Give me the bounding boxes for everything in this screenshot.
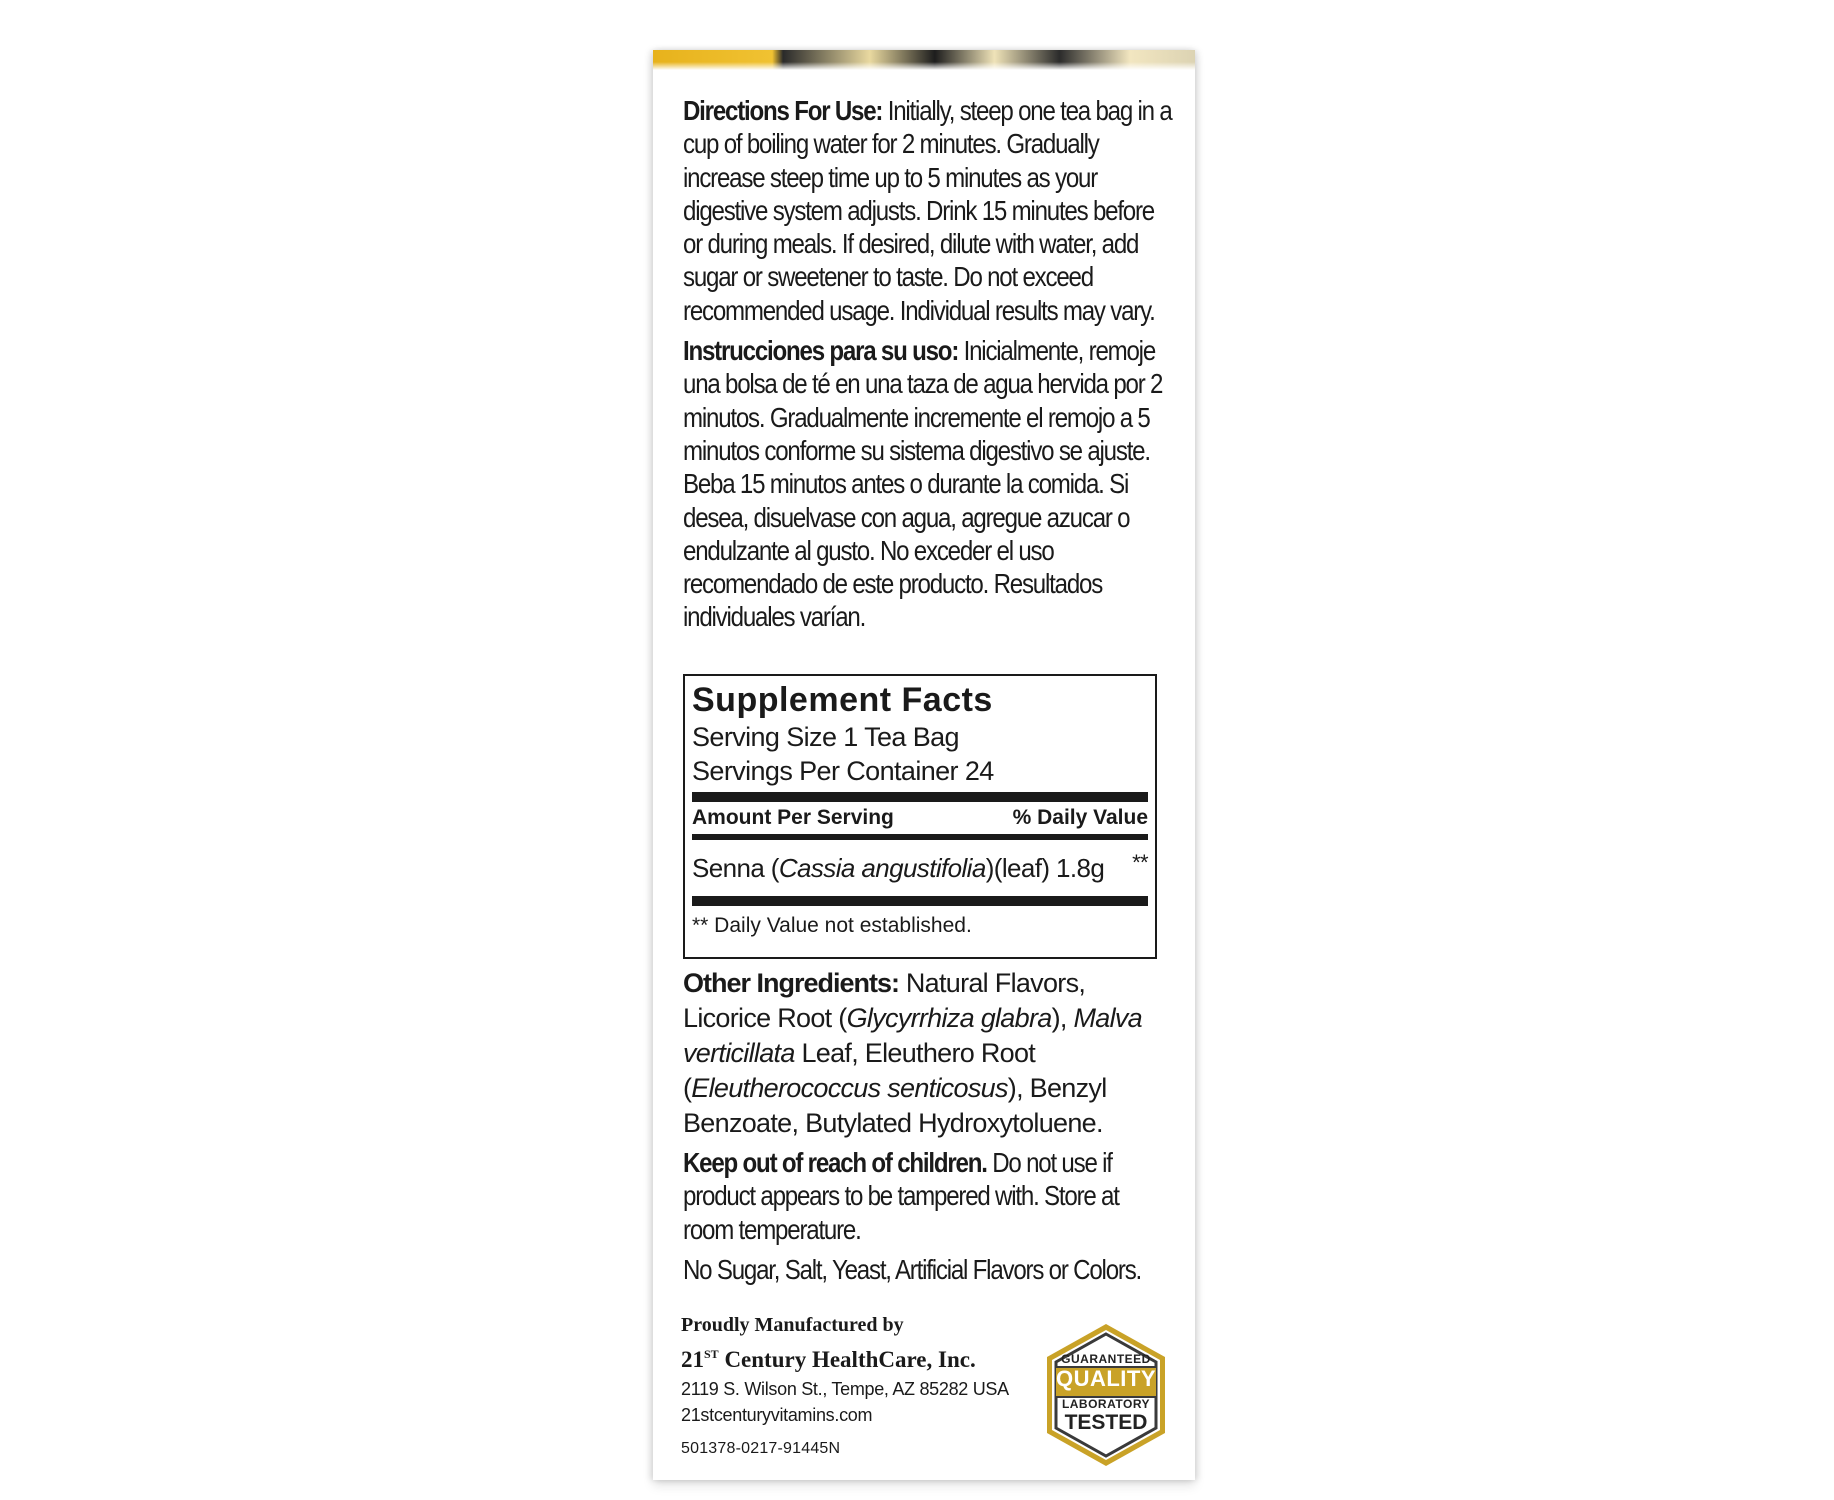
- ingredient-row: [692, 840, 1148, 896]
- supplement-facts-title: Supplement Facts: [692, 681, 993, 719]
- other-ingredients-text-2: ),: [1051, 1003, 1074, 1033]
- ingredient-name: Senna (: [692, 853, 779, 883]
- daily-value-header: % Daily Value: [1012, 806, 1148, 829]
- no-additives-text: No Sugar, Salt, Yeast, Artificial Flavors or Colors.: [683, 1253, 1142, 1285]
- directions-english-label: Directions For Use:: [683, 95, 883, 126]
- ingredient-latin: Cassia angustifolia: [778, 853, 986, 883]
- directions-english: [683, 94, 1173, 327]
- box-top-strip: [653, 50, 1195, 70]
- manufacturer-name-prefix: 21: [681, 1347, 704, 1372]
- other-ingredients: [683, 966, 1163, 1141]
- amount-per-serving-header: Amount Per Serving: [692, 806, 894, 829]
- other-ingredients-text-3: Leaf, Eleuthero Root (: [683, 1038, 1036, 1103]
- seal-line-4: TESTED: [1064, 1411, 1148, 1434]
- ingredient-label: [692, 840, 1104, 896]
- servings-per-container: Servings Per Container 24: [692, 756, 994, 786]
- other-ingredients-latin-3: Eleutherococcus senticosus: [691, 1073, 1008, 1103]
- ingredient-amount: )(leaf) 1.8g: [985, 853, 1105, 883]
- other-ingredients-label: Other Ingredients:: [683, 968, 900, 998]
- manufacturer-block: [681, 1312, 1051, 1462]
- product-code: 501378-0217-91445N: [681, 1440, 841, 1457]
- facts-thick-rule: [692, 792, 1148, 802]
- directions-spanish-label: Instrucciones para su uso:: [683, 335, 959, 367]
- quality-seal-badge: [1043, 1322, 1169, 1468]
- directions-block: [683, 94, 1178, 641]
- directions-english-text: Initially, steep one tea bag in a cup of boiling water for 2 minutes. Gradually increase steep time up to 5 minutes as your digestive system adjusts. Drink 15 minutes before or during meals. If desired, dilute with water, add sugar or sweetener to taste. Do not exceed recommended usage. Individual results may vary.: [683, 95, 1172, 326]
- ingredient-daily-value: **: [1132, 850, 1148, 875]
- seal-line-3: LABORATORY: [1061, 1397, 1151, 1411]
- facts-bottom-rule: [692, 896, 1148, 906]
- seal-line-2: QUALITY: [1055, 1366, 1157, 1391]
- manufacturer-name: [681, 1338, 1051, 1376]
- manufacturer-address: 2119 S. Wilson St., Tempe, AZ 85282 USA: [681, 1379, 1009, 1399]
- other-ingredients-latin-2: Malva verticillata: [683, 1003, 1142, 1068]
- other-ingredients-text-4: ), Benzyl Benzoate, Butylated Hydroxytoluene.: [683, 1073, 1107, 1138]
- manufacturer-website: 21stcenturyvitamins.com: [681, 1405, 873, 1425]
- serving-size: Serving Size 1 Tea Bag: [692, 722, 959, 752]
- product-box-side-panel: [653, 50, 1195, 1480]
- other-ingredients-text-1: Natural Flavors, Licorice Root (: [683, 968, 1086, 1033]
- manufacturer-name-sup: ST: [704, 1347, 719, 1361]
- directions-spanish: [683, 334, 1173, 634]
- supplement-facts-panel: [683, 674, 1157, 959]
- other-ingredients-latin-1: Glycyrrhiza glabra: [846, 1003, 1052, 1033]
- quality-seal-icon: [1043, 1322, 1169, 1468]
- warnings-block: [683, 1146, 1178, 1293]
- warning-label: Keep out of reach of children.: [683, 1147, 987, 1178]
- seal-line-1: GUARANTEED: [1061, 1352, 1151, 1366]
- manufacturer-name-rest: Century HealthCare, Inc.: [718, 1347, 976, 1372]
- facts-header-row: [692, 802, 1148, 834]
- warning-body: Do not use if product appears to be tampered with. Store at room temperature.: [683, 1147, 1119, 1245]
- facts-footnote: ** Daily Value not established.: [692, 914, 972, 937]
- manufactured-by: Proudly Manufactured by: [681, 1314, 904, 1336]
- warning-text: [683, 1146, 1173, 1246]
- directions-spanish-text: Inicialmente, remoje una bolsa de té en una taza de agua hervida por 2 minutos. Gradualmente incremente el remojo a 5 minutos conforme su sistema digestivo se ajuste. Beba 15 minutos antes o durante la comida. Si desea, disuelvase con agua, agregue azucar o endulzante al gusto. No exceder el uso recomendado de este producto. Resultados individuales varían.: [683, 335, 1163, 633]
